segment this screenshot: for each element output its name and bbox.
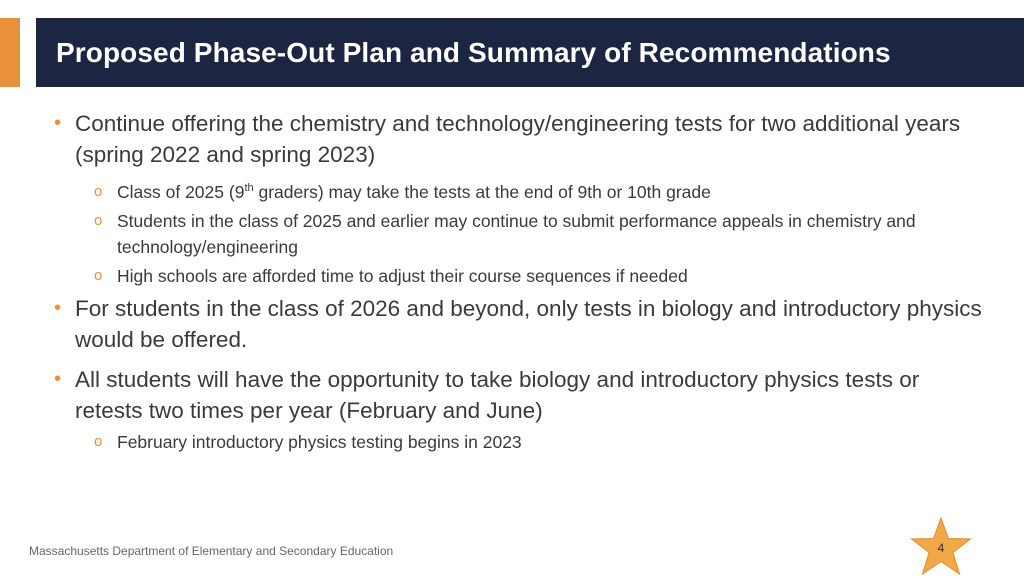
sub-bullet-text: February introductory physics testing begins in 2023	[117, 432, 522, 452]
sub-bullet-item	[54, 208, 984, 260]
sub-bullet-icon: o	[94, 433, 103, 450]
sub-bullet-icon: o	[94, 267, 103, 284]
sub-bullet-item	[54, 429, 984, 455]
sub-bullet-list	[54, 429, 984, 455]
sub-bullet-icon: o	[94, 183, 103, 200]
sub-bullet-text-post: graders) may take the tests at the end of 9th or 10th grade	[253, 182, 711, 202]
title-bar	[36, 18, 1024, 87]
bullet-item	[54, 364, 984, 426]
bullet-text: All students will have the opportunity to take biology and introductory physics tests or retests two times per year (February and June)	[75, 367, 920, 423]
sub-bullet-text: Students in the class of 2025 and earlier may continue to submit performance appeals in chemistry and technology/engineering	[117, 211, 916, 257]
sub-bullet-item	[54, 263, 984, 289]
title-accent-bar	[0, 18, 20, 87]
superscript-th: th	[244, 182, 254, 195]
bullet-icon: •	[54, 112, 62, 134]
page-number: 4	[937, 541, 945, 555]
sub-bullet-text: High schools are afforded time to adjust their course sequences if needed	[117, 266, 688, 286]
bullet-item	[54, 108, 984, 170]
bullet-icon: •	[54, 368, 62, 390]
footer-organization: Massachusetts Department of Elementary and Secondary Education	[29, 544, 394, 558]
bullet-item	[54, 293, 984, 355]
bullet-icon: •	[54, 297, 62, 319]
sub-bullet-text-pre: Class of 2025 (9	[117, 182, 245, 202]
sub-bullet-icon: o	[94, 212, 103, 229]
sub-bullet-item	[54, 179, 984, 205]
slide-title: Proposed Phase-Out Plan and Summary of Recommendations	[56, 36, 891, 68]
sub-bullet-list	[54, 179, 984, 289]
bullet-text: For students in the class of 2026 and beyond, only tests in biology and introductory physics would be offered.	[75, 296, 982, 352]
slide-content	[54, 108, 984, 459]
bullet-text: Continue offering the chemistry and technology/engineering tests for two additional years (spring 2022 and spring 2023)	[75, 111, 961, 167]
